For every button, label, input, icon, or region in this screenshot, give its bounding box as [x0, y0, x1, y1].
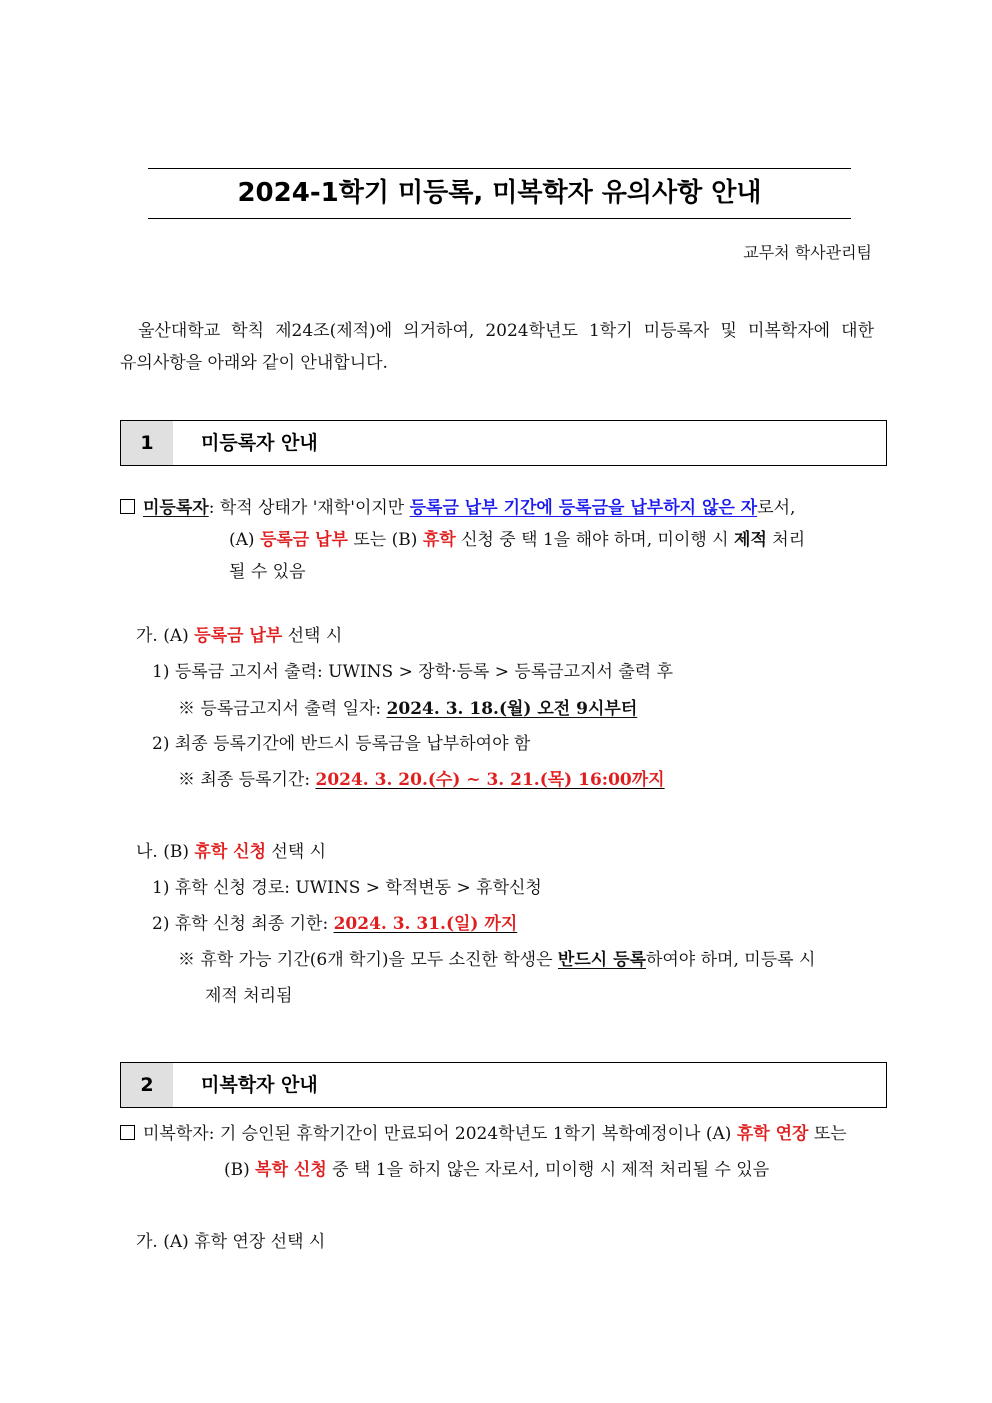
option-b-red: 복학 신청 [255, 1160, 327, 1180]
intro-line-1: 울산대학교 학칙 제24조(제적)에 의거하여, 2024학년도 1학기 미등록자 및 미복학자에 대한 [138, 321, 874, 341]
item-ga-red: 등록금 납부 [194, 626, 283, 646]
note-prefix: ※ 휴학 가능 기간(6개 학기)을 모두 소진한 학생은 [178, 950, 558, 970]
item-na-2 [152, 909, 517, 939]
option-b-label: (B) [224, 1160, 256, 1180]
page-title: 2024-1학기 미등록, 미복학자 유의사항 안내 [237, 178, 762, 208]
item-na-suffix: 선택 시 [266, 842, 327, 862]
section-1-title: 미등록자 안내 [201, 432, 318, 454]
title-rule-bottom [148, 218, 851, 219]
note-suffix: 하여야 하며, 미등록 시 [645, 950, 816, 970]
item-ga-section-2: 가. (A) 휴학 연장 선택 시 [136, 1232, 326, 1252]
definition-text-2: 중 택 1을 하지 않은 자로서, 미이행 시 제적 처리될 수 있음 [326, 1160, 770, 1180]
item-na-2-prefix: 2) 휴학 신청 최종 기한: [152, 914, 334, 934]
item-ga-1: 1) 등록금 고지서 출력: UWINS > 장학·등록 > 등록금고지서 출력 후 [152, 662, 674, 682]
item-ga-prefix: 가. (A) [136, 626, 195, 646]
definition-text-3: 처리 [766, 530, 806, 550]
option-a-red: 휴학 연장 [736, 1124, 809, 1144]
section-2-title: 미복학자 안내 [201, 1074, 318, 1096]
unregistered-definition-line-2 [229, 525, 805, 555]
section-1-number: 1 [121, 421, 173, 465]
option-a-label: (A) [229, 530, 260, 550]
checkbox-square-icon [120, 1125, 135, 1140]
leave-deadline-red: 2024. 3. 31.(일) 까지 [333, 914, 518, 934]
note-date: 2024. 3. 18.(월) 오전 9시부터 [386, 699, 638, 719]
item-na-red: 휴학 신청 [194, 842, 267, 862]
intro-line-2: 유의사항을 아래와 같이 안내합니다. [120, 353, 388, 373]
item-na-heading [136, 837, 326, 867]
department-label: 교무처 학사관리팀 [743, 243, 872, 262]
item-ga-suffix: 선택 시 [282, 626, 343, 646]
option-b-red: 휴학 [422, 530, 456, 550]
definition-text-end: 로서, [757, 498, 796, 518]
item-na-1: 1) 휴학 신청 경로: UWINS > 학적변동 > 휴학신청 [152, 878, 542, 898]
section-2-number: 2 [121, 1063, 173, 1107]
option-b-label: 또는 (B) [347, 530, 423, 550]
section-2-header [120, 1062, 887, 1108]
item-na-prefix: 나. (B) [136, 842, 195, 862]
non-returning-definition-line-2 [224, 1155, 769, 1185]
non-returning-definition-line-1 [120, 1119, 847, 1149]
definition-text-2: 신청 중 택 1을 해야 하며, 미이행 시 [455, 530, 735, 550]
definition-text-end: 또는 [808, 1124, 847, 1144]
expulsion-bold: 제적 [734, 530, 767, 550]
item-ga-2: 2) 최종 등록기간에 반드시 등록금을 납부하여야 함 [152, 734, 531, 754]
must-register-bold: 반드시 등록 [557, 950, 646, 970]
note-prefix: ※ 최종 등록기간: [178, 770, 316, 790]
item-na-note-1 [178, 945, 815, 975]
item-ga-1-note [178, 694, 637, 724]
note-deadline-red: 2024. 3. 20.(수) ~ 3. 21.(목) 16:00까지 [315, 770, 665, 790]
item-ga-heading [136, 621, 342, 651]
checkbox-square-icon [120, 499, 135, 514]
item-na-note-2: 제적 처리됨 [205, 986, 293, 1006]
note-prefix: ※ 등록금고지서 출력 일자: [178, 699, 387, 719]
unregistered-definition-line-1 [120, 493, 795, 523]
item-ga-2-note [178, 765, 665, 795]
intro-paragraph [120, 315, 874, 379]
section-1-header [120, 420, 887, 466]
term-unregistered: 미등록자 [143, 498, 209, 518]
unregistered-definition-line-3: 될 수 있음 [229, 562, 306, 582]
definition-text: 미복학자: 기 승인된 휴학기간이 만료되어 2024학년도 1학기 복학예정이나 (A) [143, 1124, 737, 1144]
definition-highlight-blue: 등록금 납부 기간에 등록금을 납부하지 않은 자 [409, 498, 758, 518]
definition-text: : 학적 상태가 '재학'이지만 [208, 498, 410, 518]
option-a-red: 등록금 납부 [259, 530, 348, 550]
